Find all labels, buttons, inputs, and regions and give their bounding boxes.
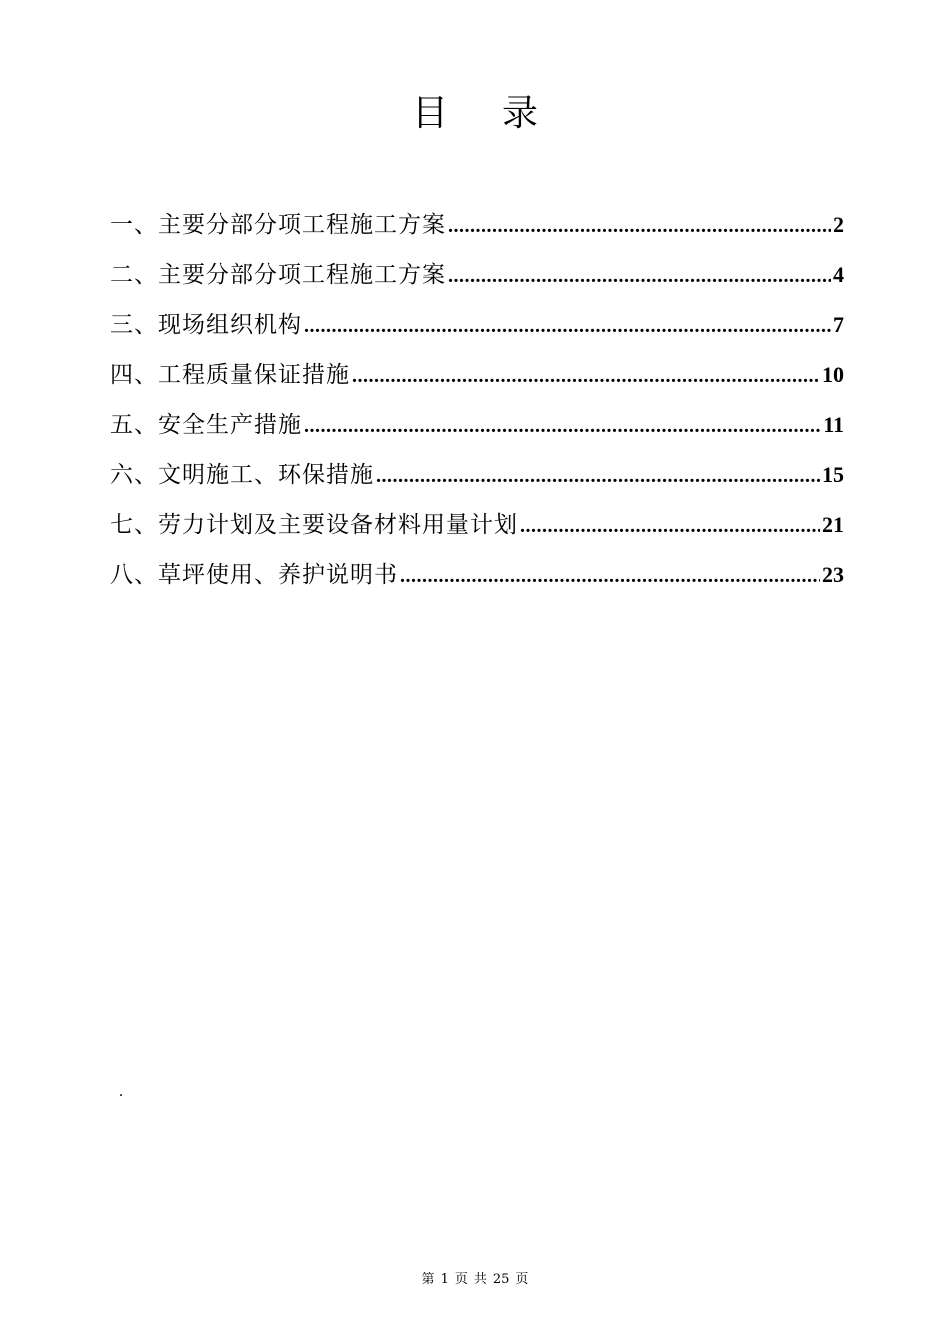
toc-entry-page: 10 [822, 362, 844, 387]
toc-entry-text: 二、主要分部分项工程施工方案 [110, 262, 446, 288]
toc-entry-page: 21 [822, 512, 844, 537]
title-char-1: 目 [411, 93, 448, 134]
toc-entry-text: 六、文明施工、环保措施 [110, 462, 374, 488]
footer-total-word: 共 [473, 1272, 487, 1287]
toc-entry-text: 一、主要分部分项工程施工方案 [110, 212, 446, 238]
toc-leader-dots [304, 401, 821, 451]
toc-entry-page: 23 [822, 562, 844, 587]
toc-entry-page: 2 [833, 212, 844, 237]
toc-entry[interactable] [110, 350, 844, 400]
page-title [0, 88, 950, 140]
toc-entry-page: 7 [833, 312, 844, 337]
toc-entry[interactable] [110, 300, 844, 350]
footer-suffix: 页 [515, 1272, 529, 1287]
toc-entry-page: 15 [822, 462, 844, 487]
footer-prefix: 第 [421, 1272, 435, 1287]
toc-entry-page: 11 [823, 412, 844, 437]
footer-page-word: 页 [454, 1272, 468, 1287]
toc-entry[interactable] [110, 500, 844, 550]
toc-entry[interactable] [110, 550, 844, 600]
toc-leader-dots [352, 351, 820, 401]
title-char-2: 录 [502, 93, 539, 134]
page-footer [0, 1270, 950, 1290]
toc-leader-dots [376, 451, 820, 501]
toc-leader-dots [304, 301, 831, 351]
stray-mark: . [119, 1083, 123, 1100]
toc-entry[interactable] [110, 450, 844, 500]
toc-entry[interactable] [110, 200, 844, 250]
table-of-contents [110, 200, 844, 600]
toc-entry-text: 三、现场组织机构 [110, 312, 302, 338]
toc-leader-dots [448, 201, 831, 251]
toc-entry-text: 五、安全生产措施 [110, 412, 302, 438]
toc-leader-dots [448, 251, 831, 301]
footer-current-page: 1 [440, 1272, 449, 1287]
toc-entry[interactable] [110, 250, 844, 300]
footer-total-pages: 25 [492, 1272, 510, 1287]
toc-leader-dots [400, 551, 820, 601]
toc-leader-dots [520, 501, 820, 551]
toc-entry-text: 四、工程质量保证措施 [110, 362, 350, 388]
toc-entry-text: 八、草坪使用、养护说明书 [110, 562, 398, 588]
toc-entry-text: 七、劳力计划及主要设备材料用量计划 [110, 512, 518, 538]
toc-entry-page: 4 [833, 262, 844, 287]
toc-entry[interactable] [110, 400, 844, 450]
